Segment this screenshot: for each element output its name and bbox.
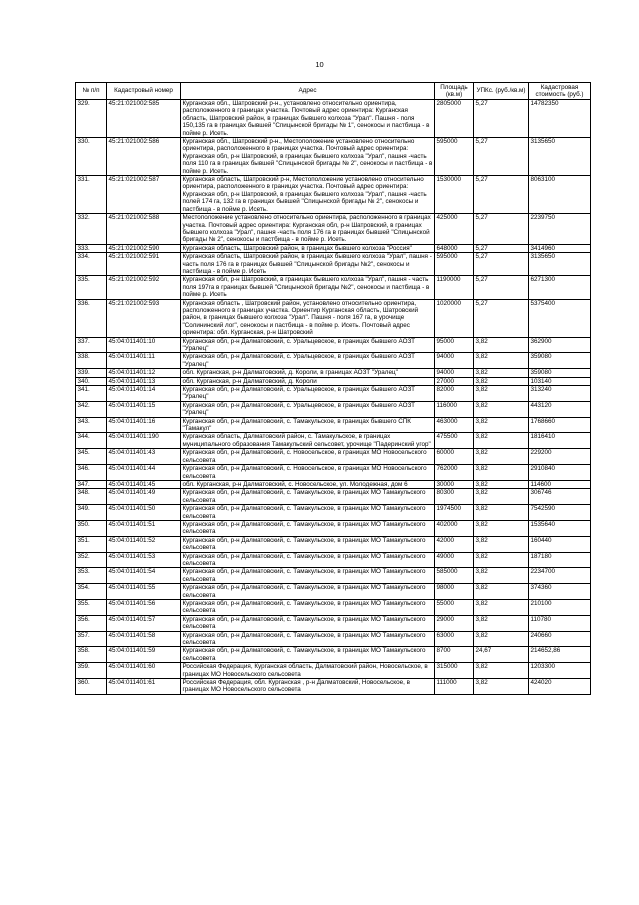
cell-cadastral-number: 45:21:021002:593	[107, 299, 181, 337]
cadastral-table	[75, 82, 591, 695]
cell-address: обл. Курганская, р-н Далматовский, д. Короли, в границах АОЗТ "Уралец"	[181, 369, 435, 377]
cell-area: 595000	[435, 253, 474, 276]
cell-cadastral-number: 45:04:011401:11	[107, 353, 181, 369]
cell-cadastral-number: 45:04:011401:10	[107, 337, 181, 353]
cell-cadastral-value: 359080	[529, 369, 591, 377]
cell-area: 8700	[435, 647, 474, 663]
cell-address: Курганская обл, р-н Далматовский, с. Уральцевское, в границах бывшего АОЗТ "Уралец"	[181, 386, 435, 402]
cell-area: 595000	[435, 138, 474, 176]
cell-address: Курганская обл, р-н Далматовский, с. Тамакульское, в границах МО Тамакульского сельсовета	[181, 505, 435, 521]
cell-cadastral-value: 210100	[529, 600, 591, 616]
cell-address: Курганская обл, р-н Далматовский, с. Тамакульское, в границах МО Тамакульского сельсовета	[181, 568, 435, 584]
cell-upks: 3,82	[474, 615, 529, 631]
table-row	[76, 100, 591, 138]
cell-number: 336.	[76, 299, 107, 337]
cell-area: 463000	[435, 417, 474, 433]
table-row	[76, 465, 591, 481]
table-row	[76, 299, 591, 337]
cell-upks: 3,82	[474, 505, 529, 521]
cell-upks: 3,82	[474, 353, 529, 369]
cell-number: 350.	[76, 520, 107, 536]
cell-upks: 3,82	[474, 433, 529, 449]
cell-cadastral-number: 45:04:011401:16	[107, 417, 181, 433]
cell-address: Курганская область, Далматовский район, с. Тамакульское, в границах муниципального образования Тамакульский сельсовет, урочище "Падеринский угор"	[181, 433, 435, 449]
cell-number: 333.	[76, 244, 107, 252]
cell-address: Курганская область , Шатровский район, установлено относительно ориентира, расположенного в границах участка. Ориентир Курганская область, Шатровский район, в границах бывшего колхоза "Урал". Пашня - поля 167 га, в урочище "Солининский лог", сенокосы и пастбища - в пойме р. Исеть. Почтовый адрес ориентира: обл. Курганская, р-н Шатровский	[181, 299, 435, 337]
cell-cadastral-number: 45:21:021002:585	[107, 100, 181, 138]
cell-cadastral-value: 1816410	[529, 433, 591, 449]
cell-cadastral-value: 2234700	[529, 568, 591, 584]
table-row	[76, 505, 591, 521]
cell-area: 1974500	[435, 505, 474, 521]
cell-cadastral-value: 160440	[529, 536, 591, 552]
table-row	[76, 176, 591, 214]
table-row	[76, 449, 591, 465]
cell-cadastral-number: 45:21:021002:586	[107, 138, 181, 176]
cell-cadastral-value: 6271300	[529, 276, 591, 299]
table-row	[76, 552, 591, 568]
cell-number: 358.	[76, 647, 107, 663]
cell-address: Курганская обл., Шатровский р-н., установлено относительно ориентира, расположенного в границах участка. Почтовый адрес ориентира: Курганская область, Шатровский район, в границах бывшего колхоза "Урал". Пашня - поля 150,135 га в границах бывшей "Спицынской бригады № 1", сенокосы и пастбища - в пойме р. Исеть.	[181, 100, 435, 138]
cell-address: Курганская обл, р-н Далматовский, с. Уральцевское, в границах бывшего АОЗТ "Уралец"	[181, 353, 435, 369]
table-row	[76, 214, 591, 245]
cell-cadastral-value: 8063100	[529, 176, 591, 214]
cell-address: Российская Федерация, Курганская область, Далматовский район, Новосельское, в границах МО Новосельского сельсовета	[181, 663, 435, 679]
table-row	[76, 253, 591, 276]
cell-area: 42000	[435, 536, 474, 552]
cell-number: 351.	[76, 536, 107, 552]
cell-address: Курганская область, Шатровский район, в границах бывшего колхоза "Россия"	[181, 244, 435, 252]
cell-cadastral-number: 45:04:011401:52	[107, 536, 181, 552]
cell-number: 346.	[76, 465, 107, 481]
table-row	[76, 377, 591, 385]
cell-upks: 3,82	[474, 663, 529, 679]
cell-cadastral-number: 45:04:011401:56	[107, 600, 181, 616]
table-row	[76, 433, 591, 449]
table-body	[76, 100, 591, 695]
cell-area: 402000	[435, 520, 474, 536]
cell-address: Курганская обл, р-н Далматовский, с. Новосельское, в границах МО Новосельского сельсовета	[181, 449, 435, 465]
table-row	[76, 647, 591, 663]
cell-cadastral-value: 5375400	[529, 299, 591, 337]
cell-cadastral-value: 443120	[529, 401, 591, 417]
cell-address: Курганская область, Шатровский р-н, Местоположение установлено относительно ориентира, расположенного в границах участка. Почтовый адрес ориентира: Курганская обл, р-н Шатровский, в границах бывшего колхоза "Урал", пашня -часть полей 174 га, 132 га в границах бывшей "Спицынской бригады № 2", сенокосы и пастбища - в пойме р. Исеть.	[181, 176, 435, 214]
cell-cadastral-number: 45:04:011401:61	[107, 679, 181, 695]
cell-cadastral-number: 45:04:011401:13	[107, 377, 181, 385]
cell-cadastral-number: 45:04:011401:55	[107, 584, 181, 600]
cell-number: 359.	[76, 663, 107, 679]
cell-area: 94000	[435, 369, 474, 377]
cell-number: 353.	[76, 568, 107, 584]
cell-number: 329.	[76, 100, 107, 138]
cell-cadastral-number: 45:21:021002:588	[107, 214, 181, 245]
cell-upks: 5,27	[474, 244, 529, 252]
cell-upks: 3,82	[474, 536, 529, 552]
cell-cadastral-value: 187180	[529, 552, 591, 568]
cell-address: Курганская обл, р-н Далматовский, с. Тамакульское, в границах МО Тамакульского сельсовета	[181, 536, 435, 552]
cell-address: Курганская область, Шатровский район, в границах бывшего колхоза "Урал", пашня - часть поля 176 га в границах бывшей "Спицынской бригады №2", сенокосы и пастбища - в пойме р. Исеть	[181, 253, 435, 276]
cell-cadastral-number: 45:21:021002:591	[107, 253, 181, 276]
cell-cadastral-value: 1535640	[529, 520, 591, 536]
table-row	[76, 520, 591, 536]
cell-address: Курганская обл, р-н Далматовский, с. Уральцевское, в границах бывшего АОЗТ "Уралец"	[181, 337, 435, 353]
cell-upks: 5,27	[474, 253, 529, 276]
header-upks: УПКс. (руб./кв.м)	[474, 83, 529, 100]
cell-cadastral-value: 214652,86	[529, 647, 591, 663]
cell-cadastral-value: 374360	[529, 584, 591, 600]
cell-upks: 3,82	[474, 600, 529, 616]
cell-number: 345.	[76, 449, 107, 465]
cell-address: Курганская обл, р-н Далматовский, с. Уральцевское, в границах бывшего АОЗТ "Уралец"	[181, 401, 435, 417]
table-row	[76, 353, 591, 369]
cell-upks: 3,82	[474, 377, 529, 385]
cell-address: Курганская обл, р-н Далматовский, с. Новосельское, в границах МО Новосельского сельсовета	[181, 465, 435, 481]
cell-upks: 3,82	[474, 631, 529, 647]
cell-address: Курганская обл, р-н Шатровский, в границах бывшего колхоза "Урал", пашня - часть поля 197га в границах бывшей "Спицынской бригады №2", сенокосы и пастбища - в пойме р. Исеть	[181, 276, 435, 299]
cell-number: 349.	[76, 505, 107, 521]
cell-cadastral-value: 2910840	[529, 465, 591, 481]
cell-cadastral-value: 110780	[529, 615, 591, 631]
cell-cadastral-value: 229200	[529, 449, 591, 465]
cell-area: 475500	[435, 433, 474, 449]
cell-upks: 5,27	[474, 276, 529, 299]
cell-number: 335.	[76, 276, 107, 299]
cell-number: 357.	[76, 631, 107, 647]
header-cadastral-value: Кадастровая стоимость (руб.)	[529, 83, 591, 100]
cell-cadastral-number: 45:04:011401:59	[107, 647, 181, 663]
cell-number: 356.	[76, 615, 107, 631]
cell-cadastral-number: 45:04:011401:12	[107, 369, 181, 377]
table-row	[76, 138, 591, 176]
cell-address: Курганская обл, р-н Далматовский, с. Тамакульское, в границах МО Тамакульского сельсовета	[181, 520, 435, 536]
cell-address: Курганская обл, р-н Далматовский, с. Тамакульское, в границах МО Тамакульского сельсовета	[181, 647, 435, 663]
cell-number: 352.	[76, 552, 107, 568]
cell-area: 27000	[435, 377, 474, 385]
page-number: 10	[315, 60, 324, 69]
cell-upks: 3,82	[474, 568, 529, 584]
cell-number: 354.	[76, 584, 107, 600]
cell-cadastral-value: 1768660	[529, 417, 591, 433]
cell-cadastral-value: 1203300	[529, 663, 591, 679]
cell-cadastral-number: 45:04:011401:190	[107, 433, 181, 449]
cell-area: 80300	[435, 489, 474, 505]
cell-address: Местоположение установлено относительно ориентира, расположенного в границах участка. Почтовый адрес ориентира: Курганская обл, р-н Шатровский, в границах бывшего колхоза "Урал", пашня -часть поля 176 га в границах бывшей "Спицынской бригады № 2", сенокосы и пастбища - в пойме р. Исеть.	[181, 214, 435, 245]
cell-cadastral-value: 362900	[529, 337, 591, 353]
table-row	[76, 679, 591, 695]
cell-area: 95000	[435, 337, 474, 353]
cell-area: 315000	[435, 663, 474, 679]
cell-cadastral-number: 45:04:011401:54	[107, 568, 181, 584]
table-row	[76, 631, 591, 647]
table-row	[76, 337, 591, 353]
cell-address: Курганская обл, р-н Далматовский, с. Тамакульское, в границах МО Тамакульского сельсовета	[181, 615, 435, 631]
cell-cadastral-number: 45:04:011401:44	[107, 465, 181, 481]
cell-upks: 3,82	[474, 337, 529, 353]
cell-upks: 24,67	[474, 647, 529, 663]
table-row	[76, 489, 591, 505]
cell-area: 94000	[435, 353, 474, 369]
table-row	[76, 369, 591, 377]
cell-cadastral-value: 424020	[529, 679, 591, 695]
cell-cadastral-number: 45:04:011401:50	[107, 505, 181, 521]
cell-area: 29000	[435, 615, 474, 631]
cell-number: 331.	[76, 176, 107, 214]
cell-cadastral-value: 2239750	[529, 214, 591, 245]
cell-area: 1020000	[435, 299, 474, 337]
cell-area: 60000	[435, 449, 474, 465]
cell-upks: 3,82	[474, 489, 529, 505]
cell-upks: 3,82	[474, 552, 529, 568]
table-row	[76, 584, 591, 600]
cell-cadastral-value: 306746	[529, 489, 591, 505]
cell-cadastral-number: 45:04:011401:58	[107, 631, 181, 647]
cell-cadastral-number: 45:04:011401:57	[107, 615, 181, 631]
cell-number: 343.	[76, 417, 107, 433]
cell-cadastral-number: 45:04:011401:51	[107, 520, 181, 536]
cell-upks: 3,82	[474, 679, 529, 695]
cell-cadastral-value: 103140	[529, 377, 591, 385]
cell-number: 360.	[76, 679, 107, 695]
header-cadastral-number: Кадастровый номер	[107, 83, 181, 100]
cell-cadastral-value: 3414960	[529, 244, 591, 252]
cell-area: 2805000	[435, 100, 474, 138]
cell-cadastral-number: 45:04:011401:43	[107, 449, 181, 465]
cell-upks: 3,82	[474, 401, 529, 417]
table-row	[76, 615, 591, 631]
cell-upks: 3,82	[474, 449, 529, 465]
table-row	[76, 386, 591, 402]
cell-area: 55000	[435, 600, 474, 616]
table-header-row	[76, 83, 591, 100]
cell-area: 98000	[435, 584, 474, 600]
cell-upks: 3,82	[474, 417, 529, 433]
cell-cadastral-number: 45:04:011401:45	[107, 480, 181, 488]
cell-address: Курганская обл, р-н Далматовский, с. Тамакульское, в границах МО Тамакульского сельсовета	[181, 584, 435, 600]
cell-cadastral-number: 45:04:011401:53	[107, 552, 181, 568]
cell-upks: 3,82	[474, 386, 529, 402]
cell-area: 116000	[435, 401, 474, 417]
cell-cadastral-number: 45:21:021002:587	[107, 176, 181, 214]
cell-cadastral-value: 14782350	[529, 100, 591, 138]
table-row	[76, 276, 591, 299]
cell-upks: 3,82	[474, 520, 529, 536]
cell-cadastral-value: 3135650	[529, 138, 591, 176]
cell-number: 337.	[76, 337, 107, 353]
cell-number: 341.	[76, 386, 107, 402]
header-area: Площадь (кв.м)	[435, 83, 474, 100]
table-row	[76, 568, 591, 584]
cell-address: Курганская обл, р-н Далматовский, с. Тамакульское, в границах бывшего СПК "Тамакул"	[181, 417, 435, 433]
cell-cadastral-value: 240660	[529, 631, 591, 647]
cell-upks: 5,27	[474, 100, 529, 138]
table-row	[76, 480, 591, 488]
cell-cadastral-value: 7542590	[529, 505, 591, 521]
cell-address: Курганская обл., Шатровский р-н., Местоположение установлено относительно ориентира, расположенного в границах участка. Почтовый адрес ориентира: Курганская обл, р-н Шатровский, в границах бывшего колхоза "Урал", пашня -часть поля 110 га в границах бывшей "Спицынской бригады № 2", сенокосы и пастбища - в пойме р. Исеть.	[181, 138, 435, 176]
cell-number: 355.	[76, 600, 107, 616]
cell-number: 344.	[76, 433, 107, 449]
cell-cadastral-value: 3135650	[529, 253, 591, 276]
cell-upks: 5,27	[474, 299, 529, 337]
cell-area: 425000	[435, 214, 474, 245]
cell-cadastral-number: 45:21:021002:592	[107, 276, 181, 299]
cell-address: обл. Курганская, р-н Далматовский, с. Новосельское, ул. Молодежная, дом 6	[181, 480, 435, 488]
cell-cadastral-number: 45:21:021002:590	[107, 244, 181, 252]
cell-cadastral-number: 45:04:011401:60	[107, 663, 181, 679]
cell-address: обл. Курганская, р-н Далматовский, д. Короли	[181, 377, 435, 385]
cell-number: 347.	[76, 480, 107, 488]
cell-upks: 3,82	[474, 465, 529, 481]
cell-area: 63000	[435, 631, 474, 647]
table-row	[76, 244, 591, 252]
cell-number: 339.	[76, 369, 107, 377]
cell-number: 348.	[76, 489, 107, 505]
cell-upks: 5,27	[474, 176, 529, 214]
table-row	[76, 401, 591, 417]
cell-number: 330.	[76, 138, 107, 176]
cell-number: 332.	[76, 214, 107, 245]
cell-upks: 3,82	[474, 584, 529, 600]
cell-upks: 3,82	[474, 369, 529, 377]
cell-address: Российская Федерация, обл. Курганская , р-н Далматовский, Новосельское, в границах МО Новосельского сельсовета	[181, 679, 435, 695]
table-row	[76, 536, 591, 552]
cell-number: 334.	[76, 253, 107, 276]
cell-number: 338.	[76, 353, 107, 369]
cell-address: Курганская обл, р-н Далматовский, с. Тамакульское, в границах МО Тамакульского сельсовета	[181, 631, 435, 647]
table-row	[76, 417, 591, 433]
cell-area: 1190000	[435, 276, 474, 299]
header-address: Адрес	[181, 83, 435, 100]
cell-upks: 3,82	[474, 480, 529, 488]
cell-area: 585000	[435, 568, 474, 584]
cell-upks: 5,27	[474, 214, 529, 245]
cell-address: Курганская обл, р-н Далматовский, с. Тамакульское, в границах МО Тамакульского сельсовета	[181, 600, 435, 616]
table-row	[76, 600, 591, 616]
cell-area: 82000	[435, 386, 474, 402]
cell-area: 49000	[435, 552, 474, 568]
cell-area: 1530000	[435, 176, 474, 214]
cell-address: Курганская обл, р-н Далматовский, с. Тамакульское, в границах МО Тамакульского сельсовета	[181, 489, 435, 505]
cell-area: 648000	[435, 244, 474, 252]
cell-cadastral-number: 45:04:011401:14	[107, 386, 181, 402]
header-number: № п/п	[76, 83, 107, 100]
cell-upks: 5,27	[474, 138, 529, 176]
cell-area: 762000	[435, 465, 474, 481]
cell-cadastral-value: 359080	[529, 353, 591, 369]
cell-cadastral-value: 114600	[529, 480, 591, 488]
cell-cadastral-value: 313240	[529, 386, 591, 402]
cell-cadastral-number: 45:04:011401:49	[107, 489, 181, 505]
table-row	[76, 663, 591, 679]
cell-number: 340.	[76, 377, 107, 385]
cell-area: 30000	[435, 480, 474, 488]
cell-address: Курганская обл, р-н Далматовский, с. Тамакульское, в границах МО Тамакульского сельсовета	[181, 552, 435, 568]
cell-number: 342.	[76, 401, 107, 417]
cell-area: 111000	[435, 679, 474, 695]
cell-cadastral-number: 45:04:011401:15	[107, 401, 181, 417]
